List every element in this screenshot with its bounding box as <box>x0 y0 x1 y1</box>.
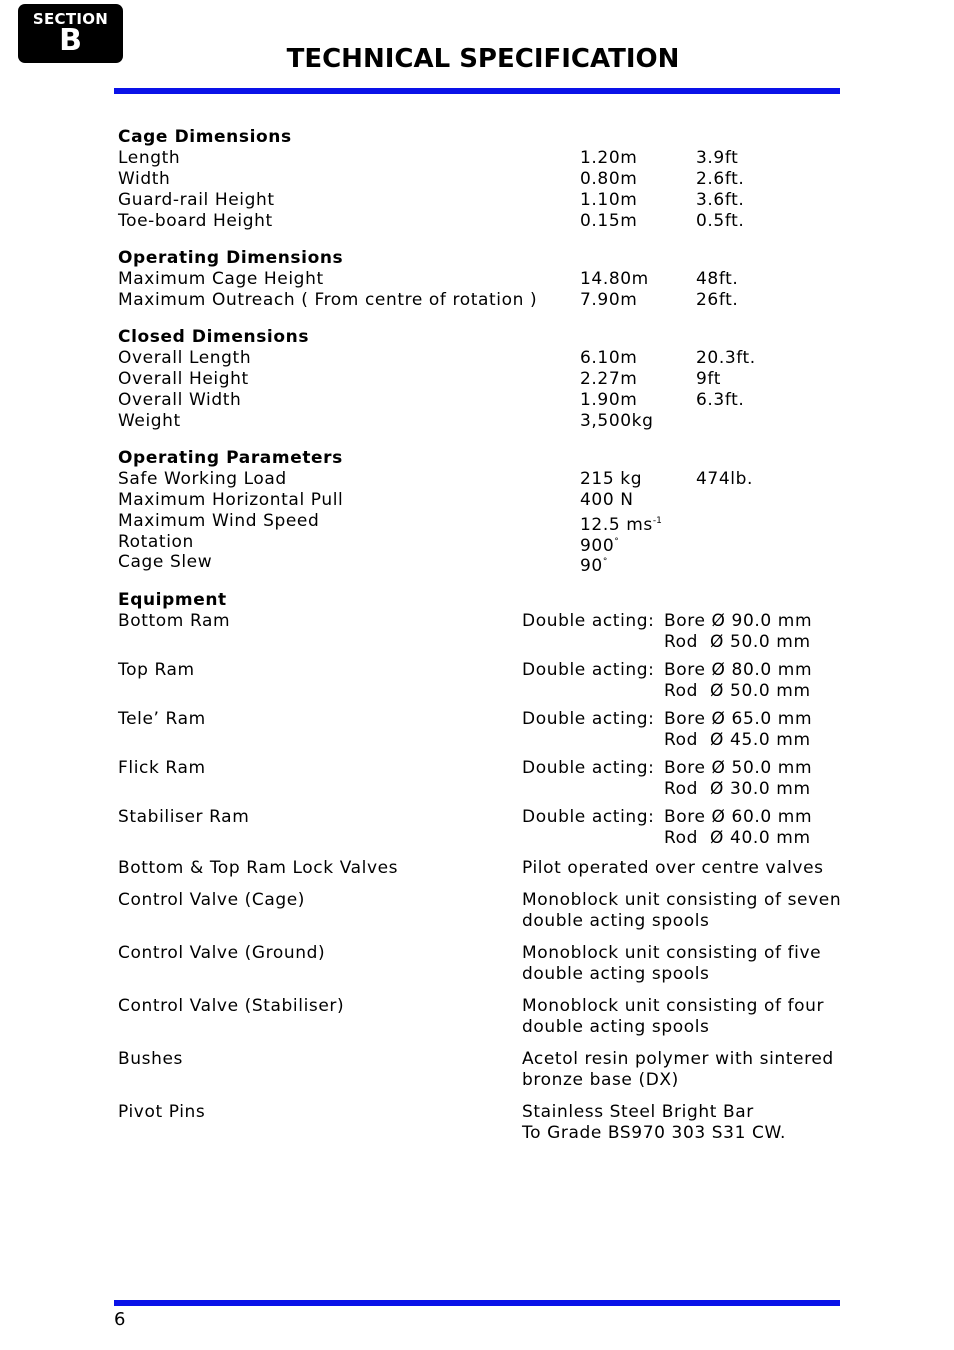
equipment-desc-line1: Pilot operated over centre valves <box>522 858 824 878</box>
spec-label: Length <box>118 148 181 168</box>
section-letter: B <box>59 23 82 58</box>
equipment-desc-line1: Acetol resin polymer with sintered <box>522 1049 834 1069</box>
ram-type: Double acting: <box>522 709 655 729</box>
spec-metric: 14.80m <box>580 269 649 289</box>
spec-metric: 900 <box>580 536 615 556</box>
spec-imperial: 3.9ft <box>696 148 739 168</box>
section-label: SECTION <box>32 10 109 28</box>
spec-metric-superscript: ° <box>602 557 608 567</box>
spec-metric: 1.90m <box>580 390 638 410</box>
spec-label: Maximum Wind Speed <box>118 511 320 531</box>
spec-imperial: 2.6ft. <box>696 169 745 189</box>
ram-rod: Rod Ø 45.0 mm <box>664 730 811 750</box>
spec-label: Overall Width <box>118 390 242 410</box>
spec-metric: 2.27m <box>580 369 638 389</box>
spec-metric: 1.10m <box>580 190 638 210</box>
ram-bore: Bore Ø 60.0 mm <box>664 807 813 827</box>
ram-label: Tele’ Ram <box>118 709 206 729</box>
section-heading-cage-dimensions: Cage Dimensions <box>118 127 292 147</box>
spec-metric: 7.90m <box>580 290 638 310</box>
equipment-desc-line1: Stainless Steel Bright Bar <box>522 1102 754 1122</box>
spec-metric-superscript: -1 <box>652 516 662 526</box>
spec-metric: 0.15m <box>580 211 638 231</box>
spec-imperial: 9ft <box>696 369 721 389</box>
spec-imperial: 6.3ft. <box>696 390 745 410</box>
ram-bore: Bore Ø 65.0 mm <box>664 709 813 729</box>
ram-rod: Rod Ø 40.0 mm <box>664 828 811 848</box>
section-heading-equipment: Equipment <box>118 590 227 610</box>
equipment-desc-line2: bronze base (DX) <box>522 1070 679 1090</box>
equipment-desc-line2: double acting spools <box>522 911 710 931</box>
section-heading-operating-dimensions: Operating Dimensions <box>118 248 344 268</box>
ram-bore: Bore Ø 80.0 mm <box>664 660 813 680</box>
ram-label: Top Ram <box>118 660 195 680</box>
ram-bore: Bore Ø 50.0 mm <box>664 758 813 778</box>
spec-metric: 215 kg <box>580 469 643 489</box>
spec-metric: 0.80m <box>580 169 638 189</box>
spec-label: Overall Length <box>118 348 252 368</box>
spec-imperial: 26ft. <box>696 290 739 310</box>
equipment-label: Control Valve (Ground) <box>118 943 326 963</box>
ram-bore: Bore Ø 90.0 mm <box>664 611 813 631</box>
spec-label: Rotation <box>118 532 194 552</box>
section-heading-operating-parameters: Operating Parameters <box>118 448 343 468</box>
equipment-desc-line2: double acting spools <box>522 964 710 984</box>
spec-label: Width <box>118 169 171 189</box>
spec-label: Weight <box>118 411 181 431</box>
spec-metric: 12.5 ms <box>580 515 653 535</box>
ram-rod: Rod Ø 30.0 mm <box>664 779 811 799</box>
spec-label: Overall Height <box>118 369 249 389</box>
equipment-label: Pivot Pins <box>118 1102 206 1122</box>
footer-rule <box>114 1300 840 1306</box>
equipment-label: Control Valve (Stabiliser) <box>118 996 345 1016</box>
spec-metric-with-sup <box>580 552 607 577</box>
ram-label: Flick Ram <box>118 758 206 778</box>
spec-label: Maximum Cage Height <box>118 269 324 289</box>
spec-metric: 6.10m <box>580 348 638 368</box>
spec-imperial: 0.5ft. <box>696 211 745 231</box>
ram-rod: Rod Ø 50.0 mm <box>664 632 811 652</box>
spec-imperial: 20.3ft. <box>696 348 756 368</box>
spec-label: Maximum Outreach ( From centre of rotation ) <box>118 290 538 310</box>
ram-type: Double acting: <box>522 611 655 631</box>
equipment-label: Bushes <box>118 1049 183 1069</box>
equipment-desc-line2: To Grade BS970 303 S31 CW. <box>522 1123 786 1143</box>
equipment-desc-line1: Monoblock unit consisting of five <box>522 943 822 963</box>
section-heading-closed-dimensions: Closed Dimensions <box>118 327 310 347</box>
equipment-desc-line2: double acting spools <box>522 1017 710 1037</box>
spec-metric: 1.20m <box>580 148 638 168</box>
ram-label: Stabiliser Ram <box>118 807 250 827</box>
spec-imperial: 3.6ft. <box>696 190 745 210</box>
page-title: TECHNICAL SPECIFICATION <box>286 44 680 74</box>
ram-type: Double acting: <box>522 758 655 778</box>
spec-label: Maximum Horizontal Pull <box>118 490 344 510</box>
spec-label: Toe-board Height <box>118 211 273 231</box>
equipment-desc-line1: Monoblock unit consisting of seven <box>522 890 842 910</box>
ram-type: Double acting: <box>522 660 655 680</box>
equipment-label: Control Valve (Cage) <box>118 890 306 910</box>
equipment-label: Bottom & Top Ram Lock Valves <box>118 858 399 878</box>
spec-metric: 90 <box>580 556 603 576</box>
ram-rod: Rod Ø 50.0 mm <box>664 681 811 701</box>
ram-label: Bottom Ram <box>118 611 231 631</box>
equipment-desc-line1: Monoblock unit consisting of four <box>522 996 825 1016</box>
spec-label: Guard-rail Height <box>118 190 275 210</box>
spec-label: Cage Slew <box>118 552 213 572</box>
page-number: 6 <box>114 1309 126 1330</box>
ram-type: Double acting: <box>522 807 655 827</box>
spec-metric: 400 N <box>580 490 634 510</box>
spec-label: Safe Working Load <box>118 469 287 489</box>
spec-imperial: 48ft. <box>696 269 739 289</box>
spec-imperial: 474lb. <box>696 469 753 489</box>
spec-metric: 3,500kg <box>580 411 654 431</box>
spec-metric-superscript: ° <box>614 537 619 547</box>
header-rule <box>114 88 840 94</box>
